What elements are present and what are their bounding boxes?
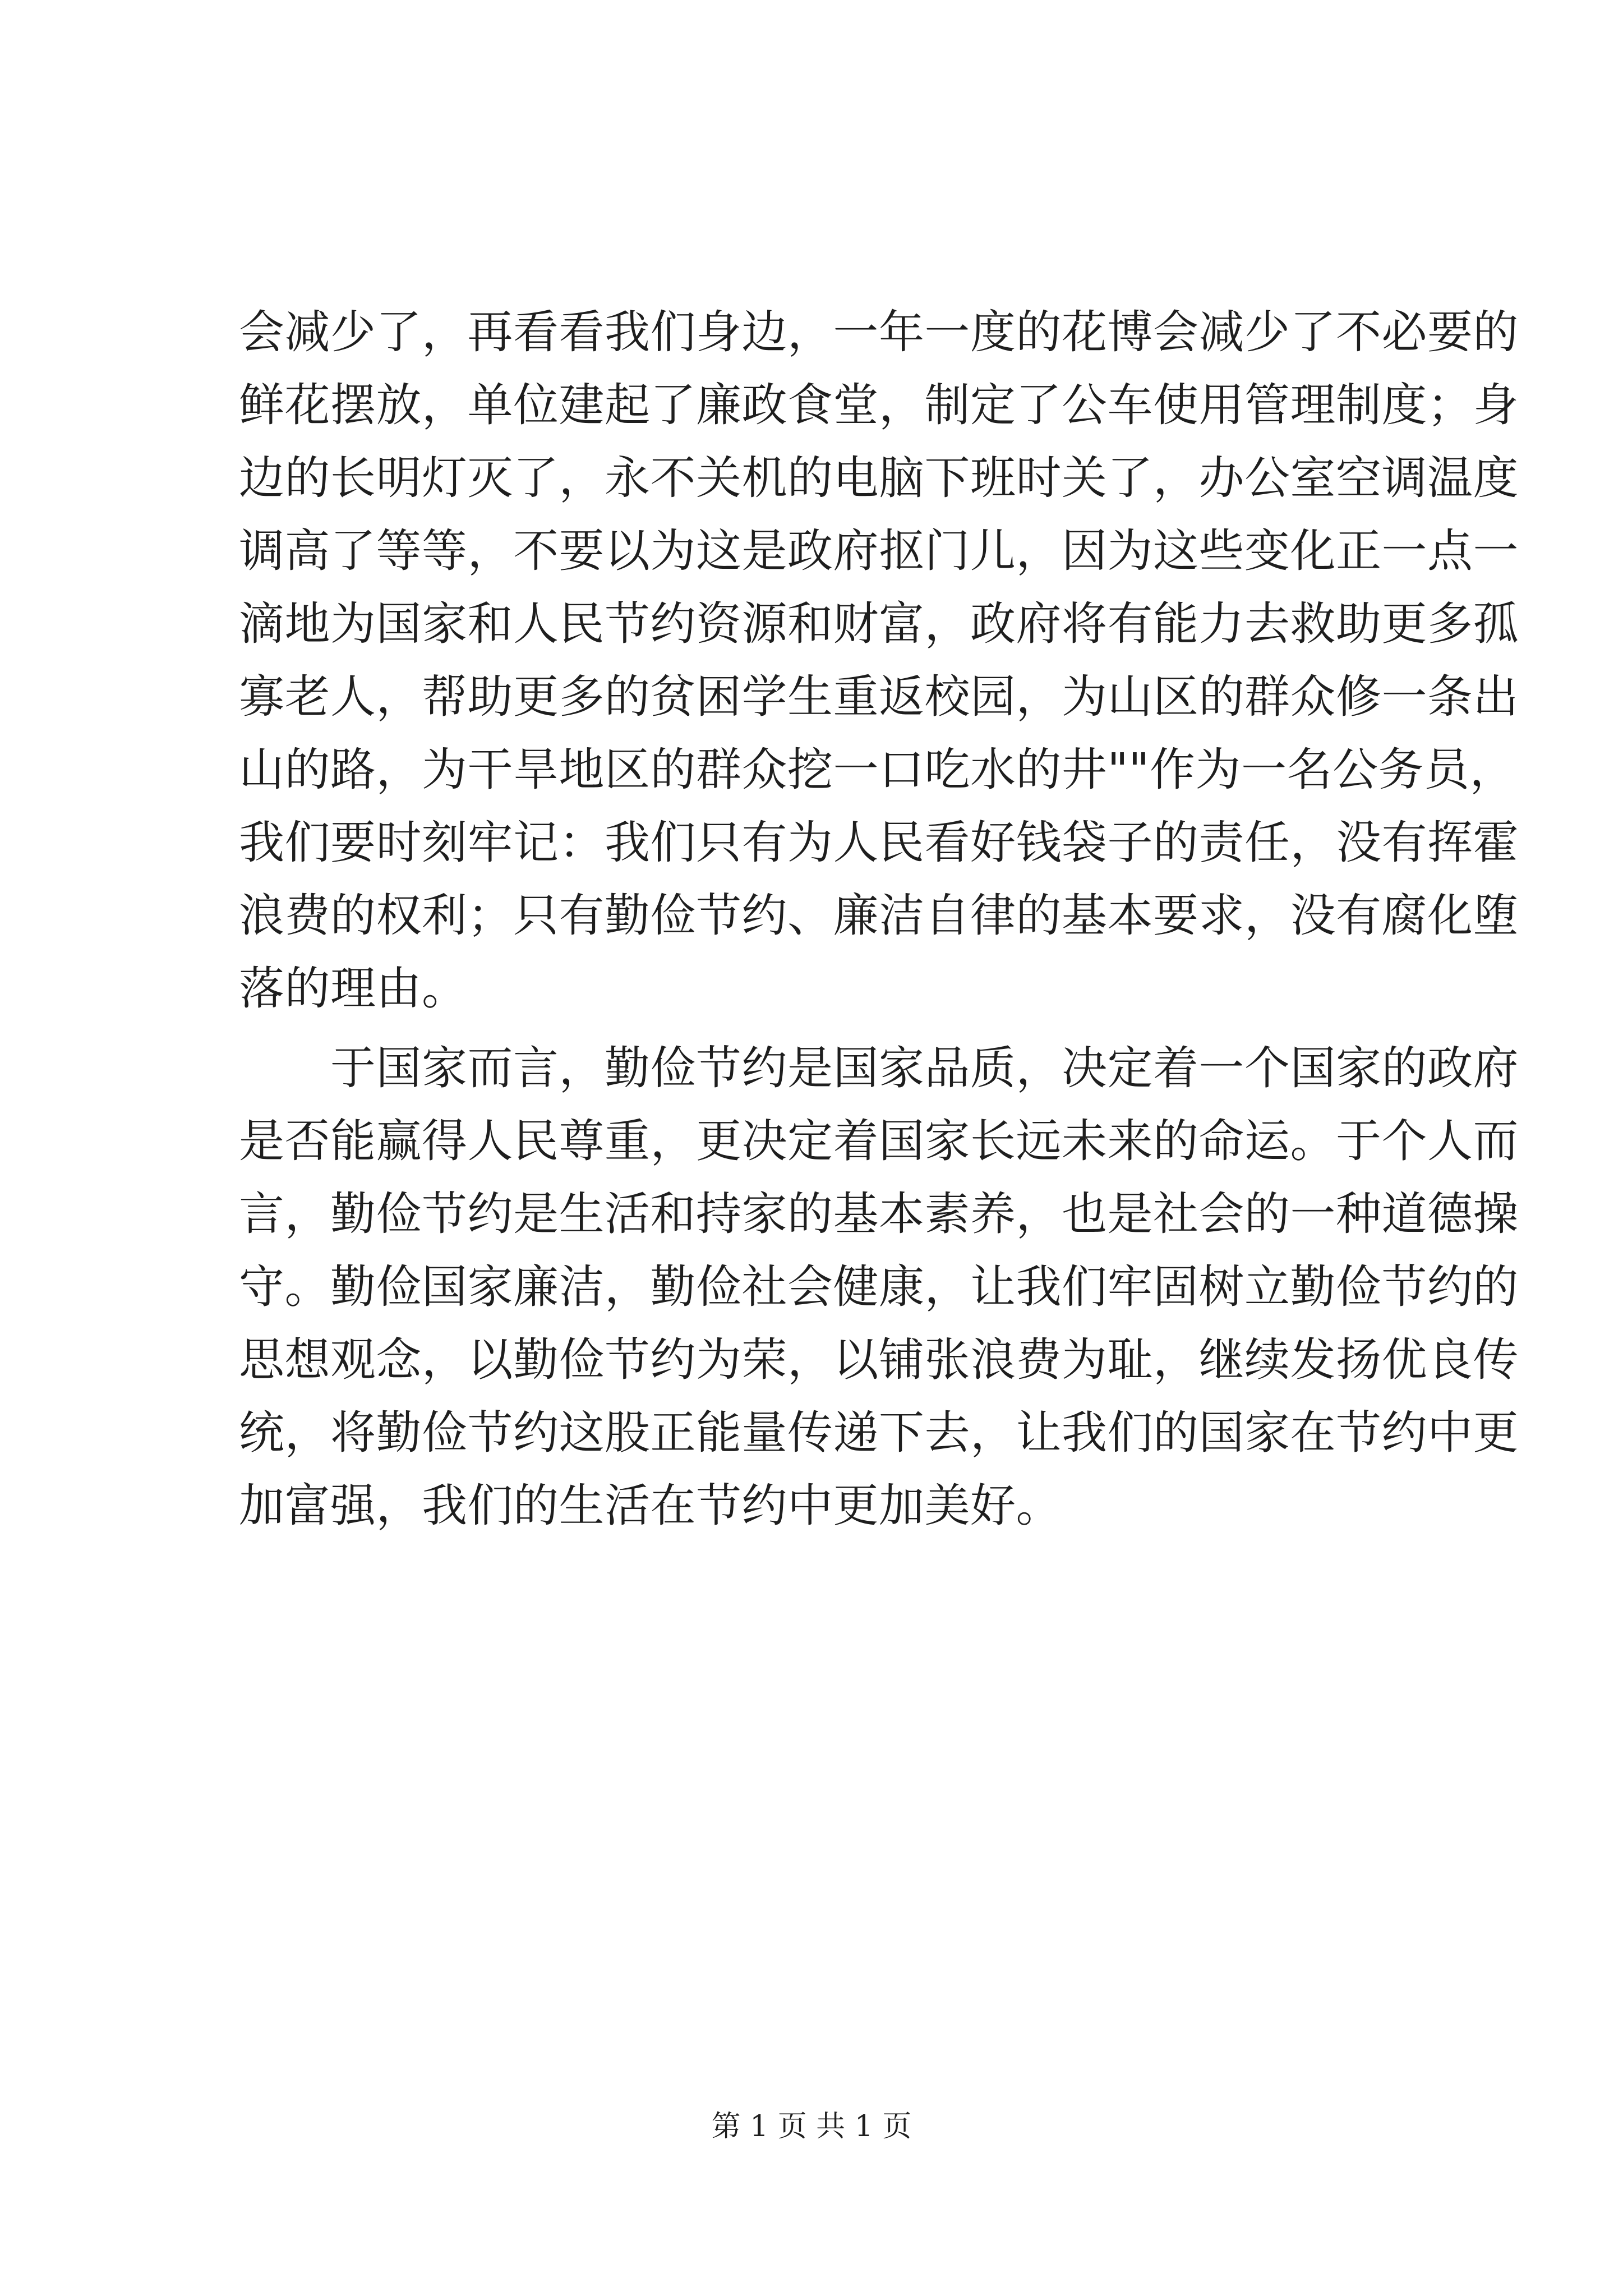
- paragraph-2: [239, 1032, 1519, 1543]
- document-body: [239, 296, 1519, 1543]
- text-line: 鲜花摆放，单位建起了廉政食堂，制定了公车使用管理制度；身: [239, 379, 1519, 432]
- paragraph-1: [239, 296, 1519, 1025]
- page-footer: [0, 2107, 1623, 2146]
- text-line: 加富强，我们的生活在节约中更加美好。: [239, 1480, 1062, 1533]
- text-line: 滴地为国家和人民节约资源和财富，政府将有能力去救助更多孤: [239, 598, 1519, 651]
- text-line: 言，勤俭节约是生活和持家的基本素养，也是社会的一种道德操: [239, 1188, 1519, 1241]
- page-number-label: 第 1 页 共 1 页: [711, 2110, 912, 2143]
- text-line: 思想观念，以勤俭节约为荣，以铺张浪费为耻，继续发扬优良传: [239, 1334, 1519, 1387]
- text-line: 守。勤俭国家廉洁，勤俭社会健康，让我们牢固树立勤俭节约的: [239, 1261, 1519, 1314]
- text-line: 调高了等等，不要以为这是政府抠门儿，因为这些变化正一点一: [239, 525, 1519, 578]
- text-line: 于国家而言，勤俭节约是国家品质，决定着一个国家的政府: [330, 1042, 1519, 1095]
- text-line: 会减少了，再看看我们身边，一年一度的花博会减少了不必要的: [239, 306, 1519, 359]
- text-line: 落的理由。: [239, 963, 468, 1015]
- text-line: 寡老人，帮助更多的贫困学生重返校园，为山区的群众修一条出: [239, 671, 1519, 724]
- text-line: 山的路，为干旱地区的群众挖一口吃水的井""作为一名公务员，: [239, 744, 1516, 797]
- text-line: 是否能赢得人民尊重，更决定着国家长远未来的命运。于个人而: [239, 1115, 1519, 1168]
- text-line: 浪费的权利；只有勤俭节约、廉洁自律的基本要求，没有腐化堕: [239, 890, 1519, 942]
- text-line: 统，将勤俭节约这股正能量传递下去，让我们的国家在节约中更: [239, 1407, 1519, 1460]
- text-line: 我们要时刻牢记：我们只有为人民看好钱袋子的责任，没有挥霍: [239, 817, 1519, 869]
- text-line: 边的长明灯灭了，永不关机的电脑下班时关了，办公室空调温度: [239, 452, 1519, 505]
